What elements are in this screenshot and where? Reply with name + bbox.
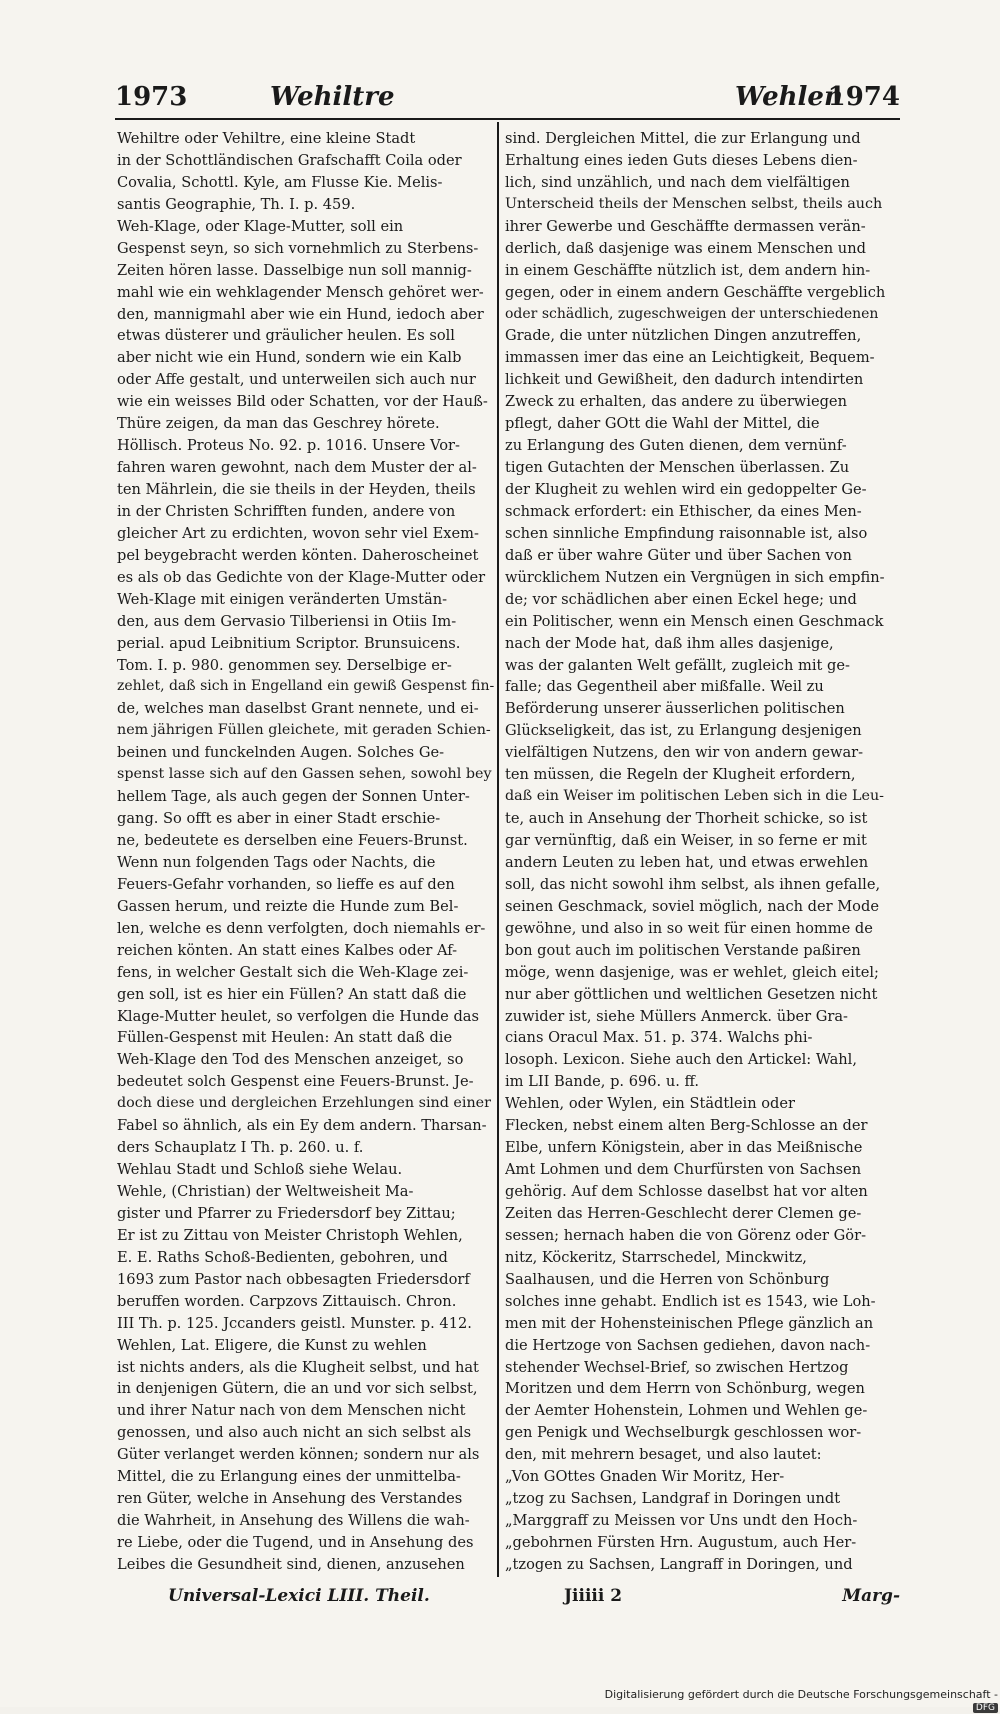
text-line: oder Affe gestalt, und unterweilen sich auch nur (117, 371, 476, 389)
text-line: fens, in welcher Gestalt sich die Weh-Klage zei- (117, 963, 469, 981)
text-line: zu Erlangung des Guten dienen, dem vernünf- (505, 437, 847, 455)
text-line: Saalhausen, und die Herren von Schönburg (505, 1270, 830, 1288)
text-line: ihrer Gewerbe und Geschäffte dermassen verän- (505, 217, 866, 235)
page-number-left: 1973 (115, 82, 188, 112)
text-line: spenst lasse sich auf den Gassen sehen, sowohl bey (117, 766, 492, 783)
text-line: Zeiten das Herren-Geschlecht derer Clemen ge- (505, 1204, 862, 1222)
text-line: bon gout auch im politischen Verstande paßiren (505, 941, 861, 959)
page-footer (118, 1582, 900, 1614)
text-line: Gassen herum, und reizte die Hunde zum Bel- (117, 897, 459, 915)
text-line: daß er über wahre Güter und über Sachen von (505, 546, 852, 564)
text-line: nem jährigen Füllen gleichete, mit geraden Schien- (117, 722, 491, 739)
text-line: gang. So offt es aber in einer Stadt erschie- (117, 810, 441, 828)
catchword: Marg- (842, 1586, 900, 1606)
text-line: Wehlen, oder Wylen, ein Städtlein oder (505, 1095, 795, 1113)
text-line: soll, das nicht sowohl ihm selbst, als ihnen gefalle, (505, 875, 881, 893)
text-line: Erhaltung eines ieden Guts dieses Lebens dien- (505, 151, 858, 169)
text-line: Wehle, (Christian) der Weltweisheit Ma- (117, 1183, 414, 1200)
text-line: die Wahrheit, in Ansehung des Willens die wah- (117, 1512, 470, 1530)
page-number-right: 1974 (827, 82, 900, 112)
text-line: Elbe, unfern Königstein, aber in das Meißnische (505, 1139, 863, 1157)
text-line: Flecken, nebst einem alten Berg-Schlosse an der (505, 1117, 868, 1135)
text-line: stehender Wechsel-Brief, so zwischen Hertzog (505, 1358, 849, 1376)
text-line: würcklichem Nutzen ein Vergnügen in sich empfin- (505, 568, 885, 586)
text-line: in der Christen Schrifften funden, andere von (117, 502, 456, 520)
text-line: „gebohrnen Fürsten Hrn. Augustum, auch Her- (505, 1534, 857, 1551)
text-line: solches inne gehabt. Endlich ist es 1543, wie Loh- (505, 1292, 876, 1310)
text-line: santis Geographie, Th. I. p. 459. (117, 195, 356, 213)
text-line: „Von GOttes Gnaden Wir Moritz, Her- (505, 1468, 785, 1486)
text-line: Mittel, die zu Erlangung eines der unmittelba- (117, 1468, 461, 1486)
text-line: in der Schottländischen Grafschafft Coila oder (117, 151, 462, 169)
text-line: ten Mährlein, die sie theils in der Heyden, theils (117, 481, 476, 498)
text-line: mahl wie ein wehklagender Mensch gehöret wer- (117, 283, 484, 301)
text-line: Wehlen, Lat. Eligere, die Kunst zu wehlen (117, 1336, 427, 1354)
text-line: pel beygebracht werden könten. Daheroscheinet (117, 546, 479, 564)
text-line: Füllen-Gespenst mit Heulen: An statt daß die (117, 1029, 453, 1047)
text-line: Wehiltre oder Vehiltre, eine kleine Stadt (117, 130, 416, 147)
text-line: men mit der Hohensteinischen Pflege gänzlich an (505, 1314, 874, 1332)
text-line: Fabel so ähnlich, als ein Ey dem andern. Tharsan- (117, 1117, 487, 1135)
text-line: Zeiten hören lasse. Dasselbige nun soll mannig- (117, 261, 472, 279)
text-line: andern Leuten zu leben hat, und etwas erwehlen (505, 853, 869, 871)
dfg-badge: DFG (973, 1703, 998, 1713)
text-line: E. E. Raths Schoß-Bedienten, gebohren, und (117, 1248, 448, 1266)
text-line: gister und Pfarrer zu Friedersdorf bey Zittau; (117, 1204, 456, 1222)
text-line: tigen Gutachten der Menschen überlassen. Zu (505, 459, 850, 477)
text-line: gegen, oder in einem andern Geschäffte vergeblich (505, 283, 885, 301)
text-line: lich, sind unzählich, und nach dem vielfältigen (505, 173, 850, 191)
text-line: de; vor schädlichen aber einen Eckel hege; und (505, 590, 857, 608)
text-line: beinen und funckelnden Augen. Solches Ge- (117, 744, 445, 762)
text-line: nur aber göttlichen und weltlichen Gesetzen nicht (505, 985, 878, 1003)
text-line: Beförderung unserer äusserlichen politischen (505, 700, 845, 718)
headword-left: Wehiltre (270, 82, 395, 112)
text-line: 1693 zum Pastor nach obbesagten Friedersdorf (117, 1270, 470, 1288)
text-line: vielfältigen Nutzens, den wir von andern gewar- (505, 744, 864, 762)
text-line: gar vernünftig, daß ein Weiser, in so ferne er mit (505, 832, 867, 849)
text-line: Er ist zu Zittau von Meister Christoph Wehlen, (117, 1226, 463, 1244)
text-line: sind. Dergleichen Mittel, die zur Erlangung und (505, 130, 861, 147)
text-line: fahren waren gewohnt, nach dem Muster der al- (117, 459, 477, 477)
text-line: te, auch in Ansehung der Thorheit schicke, so ist (505, 810, 868, 828)
text-line: möge, wenn dasjenige, was er wehlet, gleich eitel; (505, 963, 879, 981)
text-line: Weh-Klage, oder Klage-Mutter, soll ein (117, 217, 404, 235)
text-line: Moritzen und dem Herrn von Schönburg, wegen (505, 1380, 865, 1398)
text-line: Grade, die unter nützlichen Dingen anzutreffen, (505, 327, 862, 345)
text-line: die Hertzoge von Sachsen gediehen, davon nach- (505, 1336, 871, 1354)
text-line: Amt Lohmen und dem Churfürsten von Sachsen (505, 1161, 862, 1179)
text-line: lichkeit und Gewißheit, den dadurch intendirten (505, 371, 864, 389)
text-line: gen soll, ist es hier ein Füllen? An statt daß die (117, 985, 467, 1003)
text-line: Leibes die Gesundheit sind, dienen, anzusehen (117, 1555, 465, 1573)
sheet-norm: Jiiiii 2 (564, 1586, 623, 1606)
text-line: Zweck zu erhalten, das andere zu überwiegen (505, 393, 847, 411)
text-line: der Klugheit zu wehlen wird ein gedoppelter Ge- (505, 481, 867, 498)
text-line: ist nichts anders, als die Klugheit selbst, und hat (117, 1358, 479, 1376)
text-line: Gespenst seyn, so sich vornehmlich zu Sterbens- (117, 239, 479, 257)
text-line: sessen; hernach haben die von Görenz oder Gör- (505, 1226, 867, 1244)
text-line: ders Schauplatz I Th. p. 260. u. f. (117, 1139, 364, 1157)
text-line: den, aus dem Gervasio Tilberiensi in Otiis Im- (117, 612, 457, 630)
text-line: Tom. I. p. 980. genommen sey. Derselbige er- (117, 656, 452, 674)
text-line: etwas düsterer und gräulicher heulen. Es soll (117, 327, 455, 345)
text-line: Weh-Klage den Tod des Menschen anzeiget, so (117, 1051, 464, 1069)
right-column (505, 128, 885, 1576)
signature-line: Universal-Lexici LIII. Theil. (168, 1586, 430, 1606)
text-line: ein Politischer, wenn ein Mensch einen Geschmack (505, 612, 884, 630)
text-line: Klage-Mutter heulet, so verfolgen die Hunde das (117, 1007, 479, 1025)
text-line: aber nicht wie ein Hund, sondern wie ein Kalb (117, 349, 462, 367)
text-line: immassen imer das eine an Leichtigkeit, Bequem- (505, 349, 875, 367)
running-header (115, 78, 900, 120)
text-line: in einem Geschäffte nützlich ist, dem andern hin- (505, 261, 871, 279)
text-line: „tzogen zu Sachsen, Langraff in Doringen, und (505, 1555, 853, 1573)
text-line: Weh-Klage mit einigen veränderten Umstän- (117, 590, 448, 608)
text-line: im LII Bande, p. 696. u. ff. (505, 1073, 700, 1091)
digitization-banner (600, 1688, 998, 1713)
headword-right: Wehlen (735, 82, 843, 112)
text-line: schen sinnliche Empfindung raisonnable ist, also (505, 524, 868, 542)
text-line: es als ob das Gedichte von der Klage-Mutter oder (117, 568, 486, 586)
text-line: zehlet, daß sich in Engelland ein gewiß Gespenst fin- (117, 678, 495, 695)
text-line: nitz, Köckeritz, Starrschedel, Minckwitz, (505, 1248, 807, 1266)
text-line: zuwider ist, siehe Müllers Anmerck. über Gra- (505, 1007, 848, 1025)
left-column (117, 128, 497, 1576)
text-line: beruffen worden. Carpzovs Zittauisch. Chron. (117, 1292, 457, 1310)
text-line: len, welche es denn verfolgten, doch niemahls er- (117, 919, 486, 937)
text-line: Höllisch. Proteus No. 92. p. 1016. Unsere Vor- (117, 437, 460, 455)
text-line: ne, bedeutete es derselben eine Feuers-Brunst. (117, 832, 468, 849)
text-line: de, welches man daselbst Grant nennete, und ei- (117, 700, 479, 718)
text-line: ten müssen, die Regeln der Klugheit erfordern, (505, 766, 856, 784)
text-line: hellem Tage, als auch gegen der Sonnen Unter- (117, 788, 470, 806)
text-line: was der galanten Welt gefällt, zugleich mit ge- (505, 656, 850, 674)
text-line: gen Penigk und Wechselburgk geschlossen wor- (505, 1424, 862, 1442)
text-line: derlich, daß dasjenige was einem Menschen und (505, 239, 866, 257)
text-line: gewöhne, und also in so weit für einen homme de (505, 919, 873, 937)
text-line: „Marggraff zu Meissen vor Uns undt den Hoch- (505, 1512, 858, 1530)
text-line: Wehlau Stadt und Schloß siehe Welau. (117, 1161, 403, 1179)
banner-text: Digitalisierung gefördert durch die Deutsche Forschungsgemeinschaft - (604, 1688, 998, 1701)
text-line: Unterscheid theils der Menschen selbst, theils auch (505, 195, 883, 212)
text-line: gleicher Art zu erdichten, wovon sehr viel Exem- (117, 524, 479, 542)
text-line: den, mit mehrern besaget, und also lautet: (505, 1446, 822, 1464)
text-line: perial. apud Leibnitium Scriptor. Brunsuicens. (117, 634, 461, 652)
text-line: re Liebe, oder die Tugend, und in Ansehung des (117, 1534, 474, 1551)
text-line: den, mannigmahl aber wie ein Hund, iedoch aber (117, 305, 484, 323)
text-line: seinen Geschmack, soviel möglich, nach der Mode (505, 897, 879, 915)
text-line: Wenn nun folgenden Tags oder Nachts, die (117, 853, 436, 871)
text-line: pflegt, daher GOtt die Wahl der Mittel, die (505, 415, 820, 433)
text-line: Thüre zeigen, da man das Geschrey hörete. (117, 415, 440, 433)
text-line: oder schädlich, zugeschweigen der unterschiedenen (505, 305, 879, 322)
text-line: nach der Mode hat, daß ihm alles dasjenige, (505, 634, 834, 652)
text-line: schmack erfordert: ein Ethischer, da eines Men- (505, 502, 862, 520)
text-line: cians Oracul Max. 51. p. 374. Walchs phi- (505, 1029, 813, 1047)
text-line: der Aemter Hohenstein, Lohmen und Wehlen ge- (505, 1402, 868, 1420)
text-line: ren Güter, welche in Ansehung des Verstandes (117, 1490, 463, 1508)
text-line: bedeutet solch Gespenst eine Feuers-Brunst. Je- (117, 1073, 474, 1091)
column-divider (497, 122, 499, 1577)
text-line: „tzog zu Sachsen, Landgraf in Doringen undt (505, 1490, 841, 1508)
text-line: doch diese und dergleichen Erzehlungen sind einer (117, 1095, 491, 1112)
text-line: falle; das Gegentheil aber mißfalle. Weil zu (505, 678, 824, 696)
text-line: genossen, und also auch nicht an sich selbst als (117, 1424, 472, 1442)
text-line: III Th. p. 125. Jccanders geistl. Munster. p. 412. (117, 1314, 472, 1332)
text-line: und ihrer Natur nach von dem Menschen nicht (117, 1402, 466, 1420)
text-line: gehörig. Auf dem Schlosse daselbst hat vor alten (505, 1183, 868, 1200)
text-line: in denjenigen Gütern, die an und vor sich selbst, (117, 1380, 478, 1398)
text-line: Feuers-Gefahr vorhanden, so lieffe es auf den (117, 875, 455, 893)
text-line: Güter verlanget werden können; sondern nur als (117, 1446, 480, 1464)
text-line: Covalia, Schottl. Kyle, am Flusse Kie. Melis- (117, 173, 443, 191)
text-line: Glückseligkeit, das ist, zu Erlangung desjenigen (505, 722, 862, 740)
text-line: wie ein weisses Bild oder Schatten, vor der Hauß- (117, 393, 488, 411)
text-line: reichen könten. An statt eines Kalbes oder Af- (117, 941, 458, 959)
text-line: daß ein Weiser im politischen Leben sich in die Leu- (505, 788, 884, 805)
text-line: losoph. Lexicon. Siehe auch den Artickel: Wahl, (505, 1051, 857, 1069)
